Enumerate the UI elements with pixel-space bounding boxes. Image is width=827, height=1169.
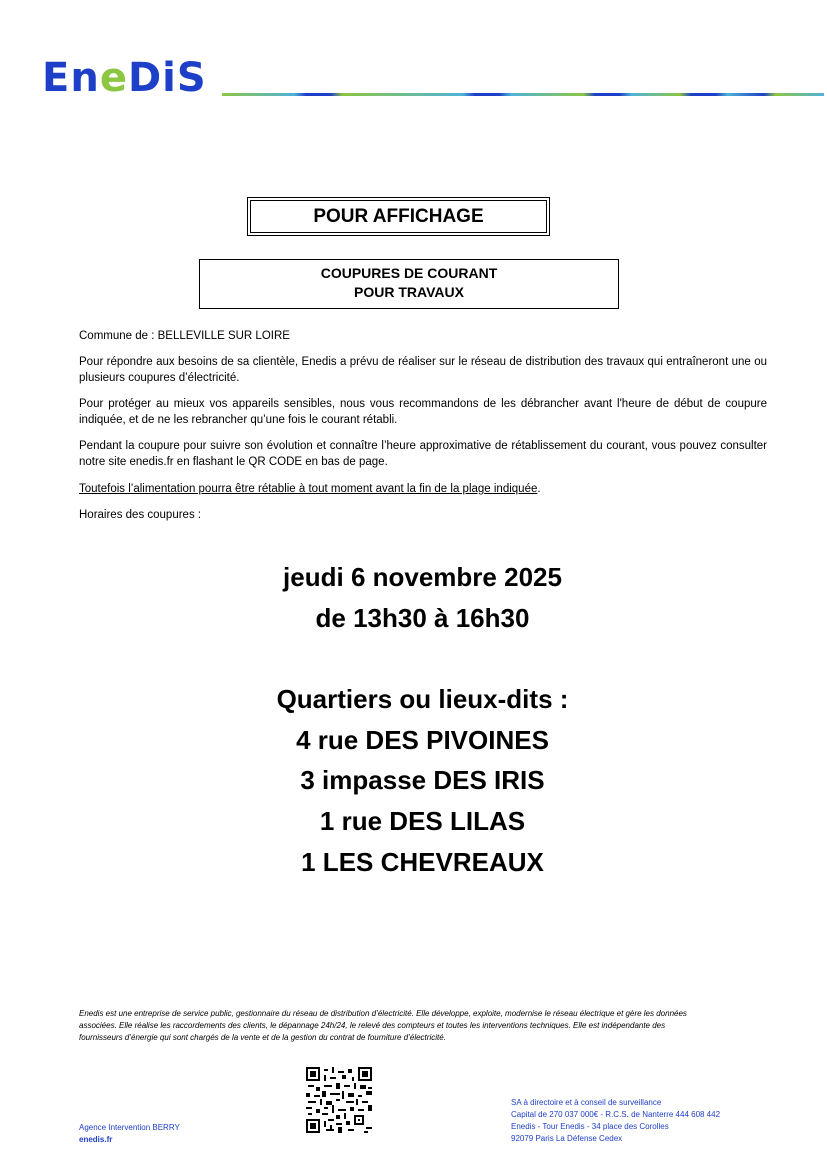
- enedis-logo: [42, 55, 207, 101]
- legal-line-3: fournisseurs d’énergie qui sont chargés de la vente et de la gestion du contrat de fourniture d’électricité.: [79, 1033, 446, 1042]
- place-item: 1 LES CHEVREAUX: [301, 847, 544, 877]
- logo-part-3: DiS: [127, 55, 207, 101]
- agency-name: Agence Intervention BERRY: [79, 1123, 180, 1132]
- paragraph-1: Pour répondre aux besoins de sa clientèle, Enedis a prévu de réaliser sur le réseau de distribution des travaux qui entraîneront une ou plusieurs coupures d’électricité.: [79, 356, 767, 384]
- legal-line-1: Enedis est une entreprise de service public, gestionnaire du réseau de distribution d’électricité. Elle développe, exploite, modernise le réseau électrique et gère les données: [79, 1009, 687, 1018]
- brand-divider: [222, 93, 824, 96]
- qr-code-icon[interactable]: [306, 1067, 372, 1133]
- place-item: 3 impasse DES IRIS: [300, 765, 545, 795]
- paragraph-3: Pendant la coupure pour suivre son évolution et connaître l’heure approximative de rétablissement du courant, vous pouvez consulter notre site enedis.fr en flashant le QR CODE en bas de page.: [79, 440, 767, 468]
- paragraph-2: Pour protéger au mieux vos appareils sensibles, nous vous recommandons de les débrancher avant l'heure de début de coupure indiquée, et de ne les rebrancher qu’une fois le courant rétabli.: [79, 398, 767, 426]
- paragraph-4-end: .: [537, 483, 541, 495]
- company-line-4: 92079 Paris La Défense Cedex: [511, 1134, 623, 1143]
- agency-info: [79, 1122, 180, 1146]
- paragraph-4-underlined: Toutefois l’alimentation pourra être rétablie à tout moment avant la fin de la plage indiquée: [79, 483, 538, 495]
- logo-part-2: e: [99, 55, 128, 101]
- places-heading: Quartiers ou lieux-dits :: [276, 684, 569, 714]
- company-line-2: Capital de 270 037 000€ - R.C.S. de Nanterre 444 608 442: [511, 1110, 721, 1119]
- place-item: 4 rue DES PIVOINES: [296, 725, 549, 755]
- posting-title: POUR AFFICHAGE: [250, 200, 547, 233]
- logo-part-1: En: [42, 55, 100, 101]
- notice-subtitle-box: [199, 259, 619, 309]
- notice-subtitle-line2: POUR TRAVAUX: [354, 284, 464, 300]
- paragraph-4: [79, 481, 767, 497]
- outage-hours: de 13h30 à 16h30: [315, 603, 530, 633]
- commune-line: Commune de : BELLEVILLE SUR LOIRE: [79, 330, 290, 342]
- outage-date: jeudi 6 novembre 2025: [283, 562, 562, 592]
- company-info: [511, 1097, 720, 1145]
- legal-line-2: associées. Elle réalise les raccordements des clients, le dépannage 24h/24, le relevé des compteurs et toutes les interventions techniques. Elle est indépendante des: [79, 1021, 666, 1030]
- legal-notice: [79, 1008, 769, 1044]
- company-line-3: Enedis - Tour Enedis - 34 place des Corolles: [511, 1122, 669, 1131]
- notice-subtitle-line1: COUPURES DE COURANT: [320, 265, 498, 281]
- site-link[interactable]: enedis.fr: [79, 1135, 113, 1144]
- company-line-1: SA à directoire et à conseil de surveillance: [511, 1098, 662, 1107]
- place-item: 1 rue DES LILAS: [319, 806, 526, 836]
- posting-title-box: [247, 197, 550, 236]
- schedule-label: Horaires des coupures :: [79, 509, 202, 521]
